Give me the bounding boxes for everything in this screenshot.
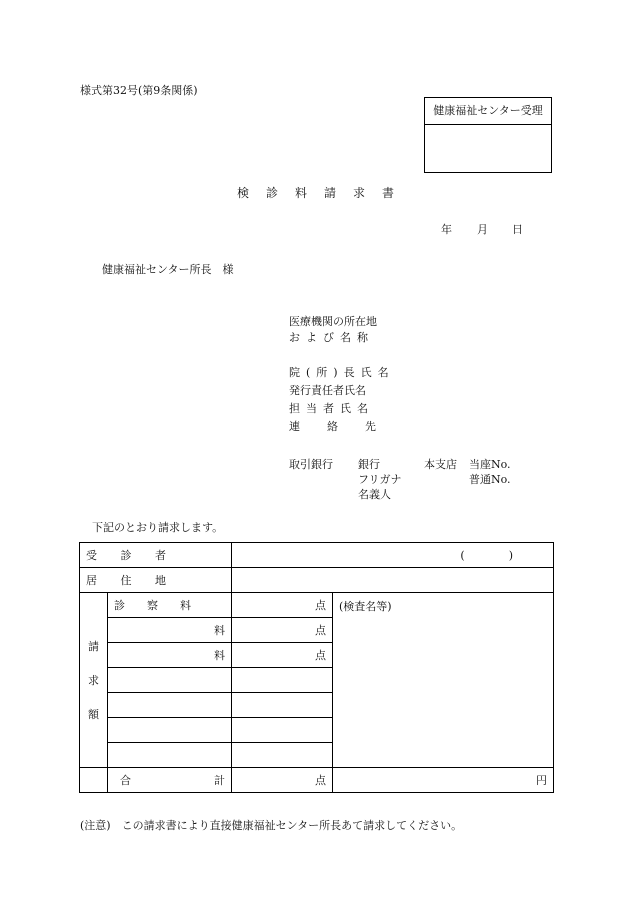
claim-amount-label — [80, 593, 108, 768]
note-text: (注意) この請求書により直接健康福祉センター所長あて請求してください。 — [80, 819, 463, 832]
savings-account-label: 普通No. — [469, 473, 511, 486]
checking-account-label: 当座No. — [469, 458, 511, 471]
total-points[interactable]: 点 — [232, 768, 333, 793]
total-spacer — [80, 768, 108, 793]
patient-label: 受 診 者 — [80, 543, 232, 568]
blank-cell[interactable] — [232, 718, 333, 743]
patient-row — [80, 543, 554, 568]
contact-label: 連 絡 先 — [289, 420, 384, 433]
claim-char-3: 額 — [88, 708, 99, 721]
exam-name-field[interactable] — [333, 593, 554, 768]
intro-text: 下記のとおり請求します。 — [92, 521, 224, 534]
institution-address-label: 医療機関の所在地 — [289, 315, 377, 328]
blank-cell[interactable] — [232, 743, 333, 768]
bank-name-label: 銀行 — [358, 458, 380, 471]
exam-fee-label: 診 察 料 — [108, 593, 232, 618]
director-name-label: 院(所)長氏名 — [289, 366, 395, 379]
residence-field[interactable] — [232, 568, 554, 593]
exam-fee-points[interactable]: 点 — [232, 593, 333, 618]
staff-name-label: 担当者氏名 — [289, 402, 374, 415]
fee-points[interactable]: 点 — [232, 643, 333, 668]
fee-label[interactable]: 料 — [108, 643, 232, 668]
branch-label: 本支店 — [424, 458, 457, 471]
reception-stamp-box — [424, 97, 552, 173]
account-holder-label: 名義人 — [358, 488, 391, 501]
total-label-2: 計 — [214, 774, 225, 787]
date-year-label: 年 — [441, 223, 452, 236]
blank-cell[interactable] — [232, 668, 333, 693]
date-day-label: 日 — [512, 223, 523, 236]
exam-fee-row — [80, 593, 554, 618]
claim-table — [79, 542, 554, 793]
patient-paren: ( ) — [460, 549, 513, 562]
total-label-1: 合 — [120, 774, 131, 787]
blank-cell[interactable] — [232, 693, 333, 718]
exam-name-label: (検査名等) — [339, 600, 392, 613]
claim-char-1: 請 — [88, 640, 99, 653]
bank-label: 取引銀行 — [289, 458, 333, 471]
reception-stamp-label: 健康福祉センター受理 — [425, 98, 551, 125]
form-number: 様式第32号(第9条関係) — [80, 84, 198, 97]
residence-row — [80, 568, 554, 593]
total-label — [108, 768, 232, 793]
claim-char-2: 求 — [88, 674, 99, 687]
residence-label: 居 住 地 — [80, 568, 232, 593]
total-row — [80, 768, 554, 793]
patient-field[interactable] — [232, 543, 554, 568]
furigana-label: フリガナ — [358, 473, 402, 486]
fee-points[interactable]: 点 — [232, 618, 333, 643]
blank-cell[interactable] — [108, 743, 232, 768]
blank-cell[interactable] — [108, 718, 232, 743]
issuer-name-label: 発行責任者氏名 — [289, 384, 366, 397]
addressee: 健康福祉センター所長 様 — [102, 263, 234, 276]
fee-label[interactable]: 料 — [108, 618, 232, 643]
date-month-label: 月 — [477, 223, 488, 236]
total-yen[interactable]: 円 — [333, 768, 554, 793]
blank-cell[interactable] — [108, 693, 232, 718]
blank-cell[interactable] — [108, 668, 232, 693]
document-title: 検診料請求書 — [237, 186, 412, 200]
institution-name-label: および名称 — [289, 331, 374, 344]
